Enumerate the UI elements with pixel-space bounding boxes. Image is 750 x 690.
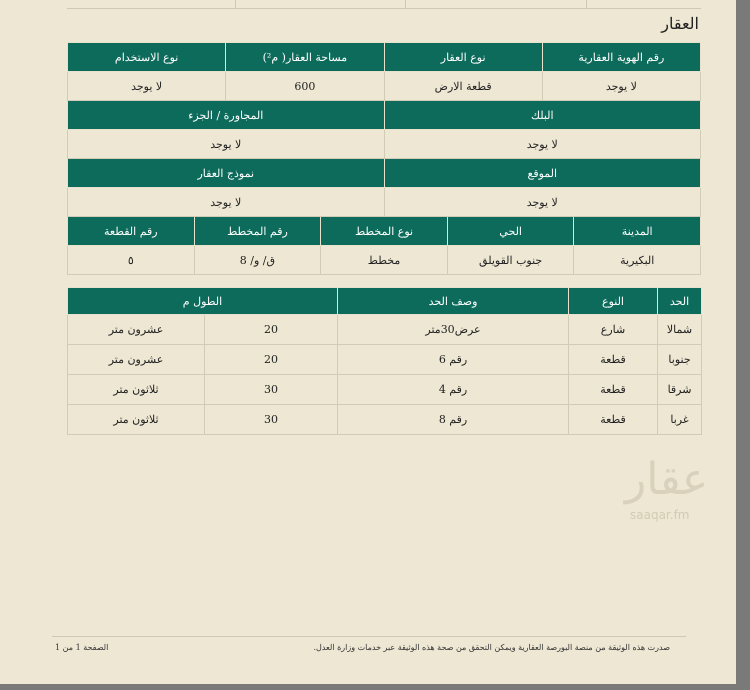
header-cell: نوع المخطط [321, 217, 448, 246]
header-row [68, 159, 701, 188]
value-cell: البكيرية [574, 246, 701, 275]
footer-divider [52, 636, 686, 637]
value-cell: لا يوجد [68, 72, 226, 101]
table-row [68, 375, 702, 405]
header-cell: رقم الهوية العقارية [542, 43, 700, 72]
footer-note: صدرت هذه الوثيقة من منصة البورصة العقارية ويمكن التحقق من صحة هذه الوثيقة عبر خدمات وزارة العدل. [313, 643, 670, 652]
header-cell: المدينة [574, 217, 701, 246]
value-cell: جنوب القويلق [447, 246, 574, 275]
length-words-cell: عشرون متر [68, 315, 205, 345]
header-cell: البلك [384, 101, 700, 130]
header-cell: الحي [447, 217, 574, 246]
header-cell: المجاورة / الجزء [68, 101, 385, 130]
length-words-cell: ثلاثون متر [68, 375, 205, 405]
watermark-logo: عقار [625, 454, 709, 505]
direction-cell: جنوبا [658, 345, 702, 375]
length-cell: 30 [205, 375, 338, 405]
length-words-cell: عشرون متر [68, 345, 205, 375]
header-cell: النوع [569, 288, 658, 315]
header-cell: نوع الاستخدام [68, 43, 226, 72]
value-cell: لا يوجد [384, 130, 700, 159]
header-cell: وصف الحد [338, 288, 569, 315]
header-cell: نوع العقار [384, 43, 542, 72]
value-row [68, 130, 701, 159]
type-cell: قطعة [569, 405, 658, 435]
table-row [68, 405, 702, 435]
value-cell: ٥ [68, 246, 195, 275]
value-cell: ق/ و/ 8 [194, 246, 321, 275]
length-cell: 20 [205, 345, 338, 375]
header-row [68, 101, 701, 130]
type-cell: قطعة [569, 345, 658, 375]
value-cell: لا يوجد [68, 188, 385, 217]
watermark-url: saaqar.fm [630, 508, 690, 522]
value-cell: لا يوجد [542, 72, 700, 101]
length-words-cell: ثلاثون متر [68, 405, 205, 435]
length-cell: 20 [205, 315, 338, 345]
table-row [68, 315, 702, 345]
value-cell: لا يوجد [68, 130, 385, 159]
description-cell: رقم 8 [338, 405, 569, 435]
header-cell: الطول م [68, 288, 338, 315]
section-title: العقار [661, 14, 699, 33]
header-cell: الموقع [384, 159, 700, 188]
header-row [68, 217, 701, 246]
description-cell: رقم 4 [338, 375, 569, 405]
header-row [68, 43, 701, 72]
type-cell: قطعة [569, 375, 658, 405]
property-info-table [67, 42, 701, 275]
direction-cell: شرقا [658, 375, 702, 405]
direction-cell: شمالا [658, 315, 702, 345]
header-cell: نموذج العقار [68, 159, 385, 188]
value-row [68, 188, 701, 217]
header-cell: الحد [658, 288, 702, 315]
value-cell: لا يوجد [384, 188, 700, 217]
value-cell: مخطط [321, 246, 448, 275]
page-number: الصفحة 1 من 1 [55, 643, 109, 652]
length-cell: 30 [205, 405, 338, 435]
description-cell: رقم 6 [338, 345, 569, 375]
description-cell: عرض30متر [338, 315, 569, 345]
value-row [68, 246, 701, 275]
header-cell: رقم القطعة [68, 217, 195, 246]
value-cell: 600 [226, 72, 384, 101]
previous-table-cutoff [67, 0, 701, 9]
header-row [68, 288, 702, 315]
header-cell: رقم المخطط [194, 217, 321, 246]
type-cell: شارع [569, 315, 658, 345]
direction-cell: غربا [658, 405, 702, 435]
table-row [68, 345, 702, 375]
value-cell: قطعة الارض [384, 72, 542, 101]
header-cell: مساحة العقار( م²) [226, 43, 384, 72]
value-row [68, 72, 701, 101]
boundaries-table [67, 287, 702, 435]
